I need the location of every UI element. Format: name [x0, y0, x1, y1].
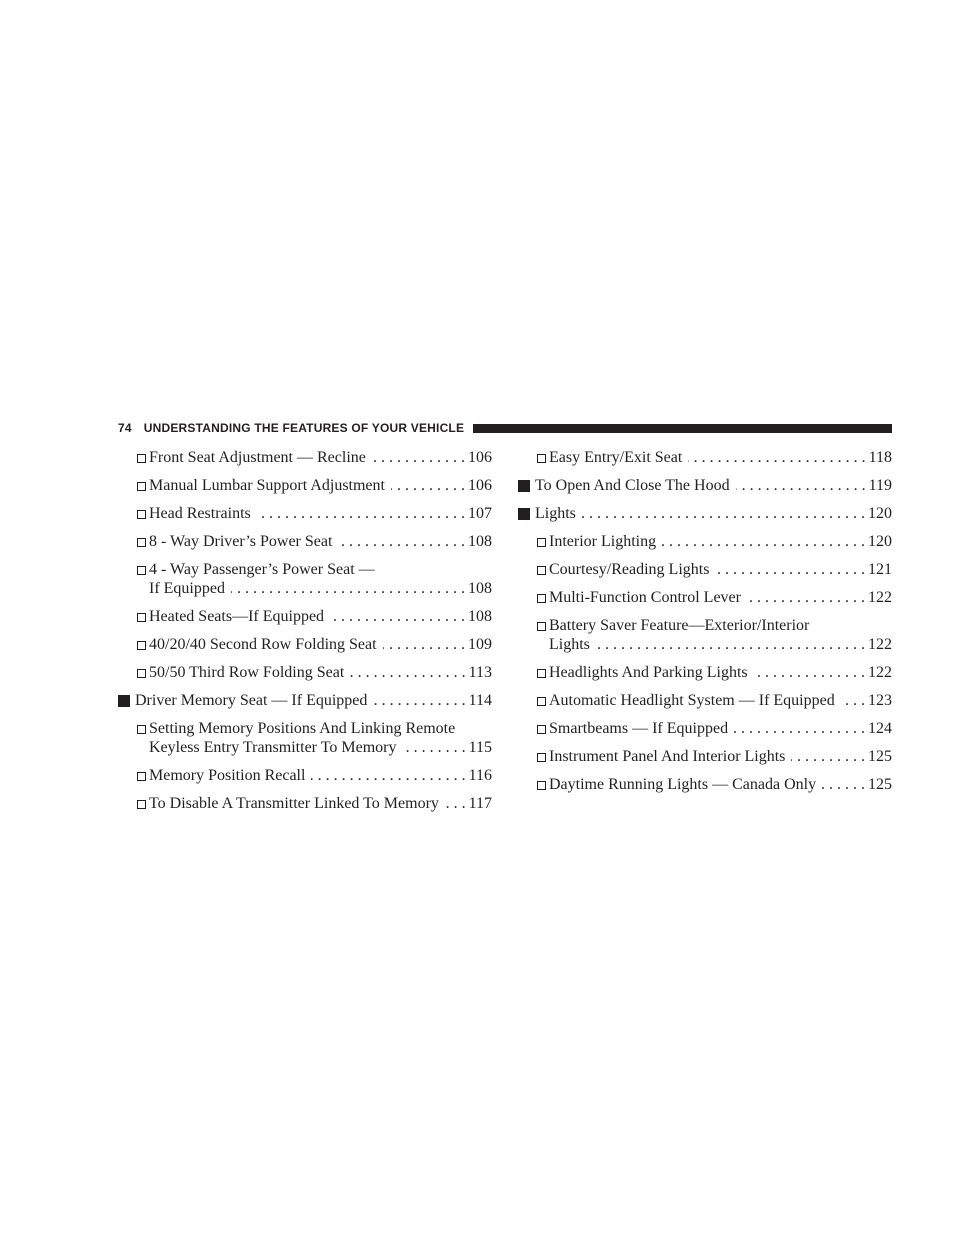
open-square-bullet-icon: [537, 775, 546, 794]
toc-entry-title: 8 - Way Driver’s Power Seat: [149, 533, 333, 550]
toc-page-number: 115: [468, 739, 492, 756]
dot-leader: [350, 663, 465, 682]
toc-entry[interactable]: [518, 560, 892, 579]
toc-entry-title: 40/20/40 Second Row Folding Seat: [149, 636, 377, 653]
toc-page-number: 121: [868, 561, 892, 578]
toc-entry[interactable]: [118, 532, 492, 551]
dot-leader: [338, 532, 465, 551]
open-square-bullet-icon: [137, 766, 146, 785]
toc-page-number: 120: [868, 505, 892, 522]
toc-entry-title: Automatic Headlight System — If Equipped: [549, 692, 835, 709]
toc-entry-title: Driver Memory Seat — If Equipped: [135, 692, 368, 709]
toc-entry[interactable]: [518, 532, 892, 551]
toc-entry-title: Setting Memory Positions And Linking Remote: [149, 720, 456, 737]
toc-right-column: [518, 448, 892, 803]
toc-page-number: 108: [468, 580, 492, 597]
toc-entry[interactable]: [518, 616, 892, 654]
toc-entry[interactable]: [118, 448, 492, 467]
toc-page-number: 123: [868, 692, 892, 709]
toc-entry-title: 50/50 Third Row Folding Seat: [149, 664, 345, 681]
toc-entry[interactable]: [118, 476, 492, 495]
open-square-bullet-icon: [137, 663, 146, 682]
toc-page-number: 119: [868, 477, 892, 494]
toc-entry-title: Battery Saver Feature—Exterior/Interior: [549, 617, 810, 634]
toc-entry[interactable]: [518, 775, 892, 794]
toc-entry[interactable]: [118, 794, 492, 813]
toc-page-number: 106: [468, 477, 492, 494]
dot-leader: [373, 691, 465, 710]
toc-page-number: 120: [868, 533, 892, 550]
toc-entry[interactable]: [118, 635, 492, 654]
toc-entry-title: Interior Lighting: [549, 533, 657, 550]
open-square-bullet-icon: [537, 747, 546, 766]
toc-entry[interactable]: [518, 719, 892, 738]
dot-leader: [330, 607, 465, 626]
open-square-bullet-icon: [537, 719, 546, 738]
open-square-bullet-icon: [137, 794, 146, 813]
toc-page-number: 122: [868, 589, 892, 606]
toc-entry[interactable]: [118, 663, 492, 682]
dot-leader: [257, 504, 465, 523]
toc-entry-title: Keyless Entry Transmitter To Memory: [149, 739, 397, 756]
toc-entry-title: Headlights And Parking Lights: [549, 664, 748, 681]
toc-entry[interactable]: [518, 476, 892, 495]
page-header: [118, 419, 892, 437]
open-square-bullet-icon: [537, 691, 546, 710]
toc-page-number: 117: [468, 795, 492, 812]
toc-entry-title: To Disable A Transmitter Linked To Memory: [149, 795, 439, 812]
open-square-bullet-icon: [137, 719, 146, 738]
toc-page-number: 118: [868, 449, 892, 466]
dot-leader: [383, 635, 465, 654]
toc-entry-title: If Equipped: [149, 580, 225, 597]
open-square-bullet-icon: [137, 532, 146, 551]
dot-leader: [311, 766, 465, 785]
page-number: 74: [118, 421, 132, 435]
dot-leader: [734, 719, 865, 738]
toc-entry[interactable]: [118, 504, 492, 523]
toc-entry-title: Easy Entry/Exit Seat: [549, 449, 683, 466]
toc-entry-title: Lights: [549, 636, 590, 653]
dot-leader: [754, 663, 865, 682]
toc-entry-title: Daytime Running Lights — Canada Only: [549, 776, 817, 793]
filled-square-bullet-icon: [518, 476, 530, 495]
toc-entry-title: Memory Position Recall: [149, 767, 306, 784]
open-square-bullet-icon: [137, 607, 146, 626]
toc-page-number: 122: [868, 636, 892, 653]
toc-entry-title: Front Seat Adjustment — Recline: [149, 449, 366, 466]
open-square-bullet-icon: [137, 448, 146, 467]
toc-page-number: 109: [468, 636, 492, 653]
toc-entry-title: Head Restraints: [149, 505, 251, 522]
toc-entry-title: Courtesy/Reading Lights: [549, 561, 710, 578]
dot-leader: [715, 560, 865, 579]
open-square-bullet-icon: [537, 616, 546, 635]
filled-square-bullet-icon: [118, 691, 130, 710]
dot-leader: [747, 588, 865, 607]
toc-entry[interactable]: [118, 766, 492, 785]
open-square-bullet-icon: [537, 532, 546, 551]
toc-page-number: 122: [868, 664, 892, 681]
toc-left-column: [118, 448, 492, 822]
toc-entry[interactable]: [518, 747, 892, 766]
section-title: UNDERSTANDING THE FEATURES OF YOUR VEHICLE: [143, 421, 465, 435]
dot-leader: [231, 579, 465, 598]
toc-page-number: 116: [468, 767, 492, 784]
toc-page-number: 124: [868, 720, 892, 737]
header-rule: [473, 424, 892, 433]
toc-entry-title: Instrument Panel And Interior Lights: [549, 748, 786, 765]
toc-entry-title: Multi-Function Control Lever: [549, 589, 741, 606]
toc-entry-title: Smartbeams — If Equipped: [549, 720, 729, 737]
dot-leader: [662, 532, 865, 551]
dot-leader: [596, 635, 865, 654]
toc-entry-title: To Open And Close The Hood: [535, 477, 730, 494]
dot-leader: [402, 738, 465, 757]
open-square-bullet-icon: [537, 663, 546, 682]
dot-leader: [736, 476, 866, 495]
open-square-bullet-icon: [137, 504, 146, 523]
toc-entry[interactable]: [118, 691, 492, 710]
toc-entry[interactable]: [118, 560, 492, 598]
toc-entry[interactable]: [518, 663, 892, 682]
toc-entry[interactable]: [118, 607, 492, 626]
toc-entry[interactable]: [518, 588, 892, 607]
filled-square-bullet-icon: [518, 504, 530, 523]
dot-leader: [688, 448, 865, 467]
toc-entry[interactable]: [518, 448, 892, 467]
toc-page-number: 125: [868, 748, 892, 765]
toc-page-number: 107: [468, 505, 492, 522]
dot-leader: [445, 794, 466, 813]
toc-entry-title: Manual Lumbar Support Adjustment: [149, 477, 385, 494]
open-square-bullet-icon: [537, 560, 546, 579]
dot-leader: [841, 691, 865, 710]
toc-page-number: 106: [468, 449, 492, 466]
dot-leader: [372, 448, 465, 467]
open-square-bullet-icon: [537, 588, 546, 607]
toc-page-number: 125: [868, 776, 892, 793]
toc-entry-title: Heated Seats—If Equipped: [149, 608, 325, 625]
open-square-bullet-icon: [537, 448, 546, 467]
toc-entry[interactable]: [118, 719, 492, 757]
toc-entry-title: 4 - Way Passenger’s Power Seat —: [149, 561, 375, 578]
dot-leader: [582, 504, 865, 523]
toc-page-number: 113: [468, 664, 492, 681]
dot-leader: [822, 775, 865, 794]
toc-page-number: 108: [468, 608, 492, 625]
dot-leader: [391, 476, 465, 495]
dot-leader: [791, 747, 865, 766]
toc-entry[interactable]: [518, 504, 892, 523]
open-square-bullet-icon: [137, 476, 146, 495]
open-square-bullet-icon: [137, 635, 146, 654]
toc-entry-title: Lights: [535, 505, 576, 522]
open-square-bullet-icon: [137, 560, 146, 579]
toc-page-number: 108: [468, 533, 492, 550]
toc-entry[interactable]: [518, 691, 892, 710]
toc-page-number: 114: [468, 692, 492, 709]
